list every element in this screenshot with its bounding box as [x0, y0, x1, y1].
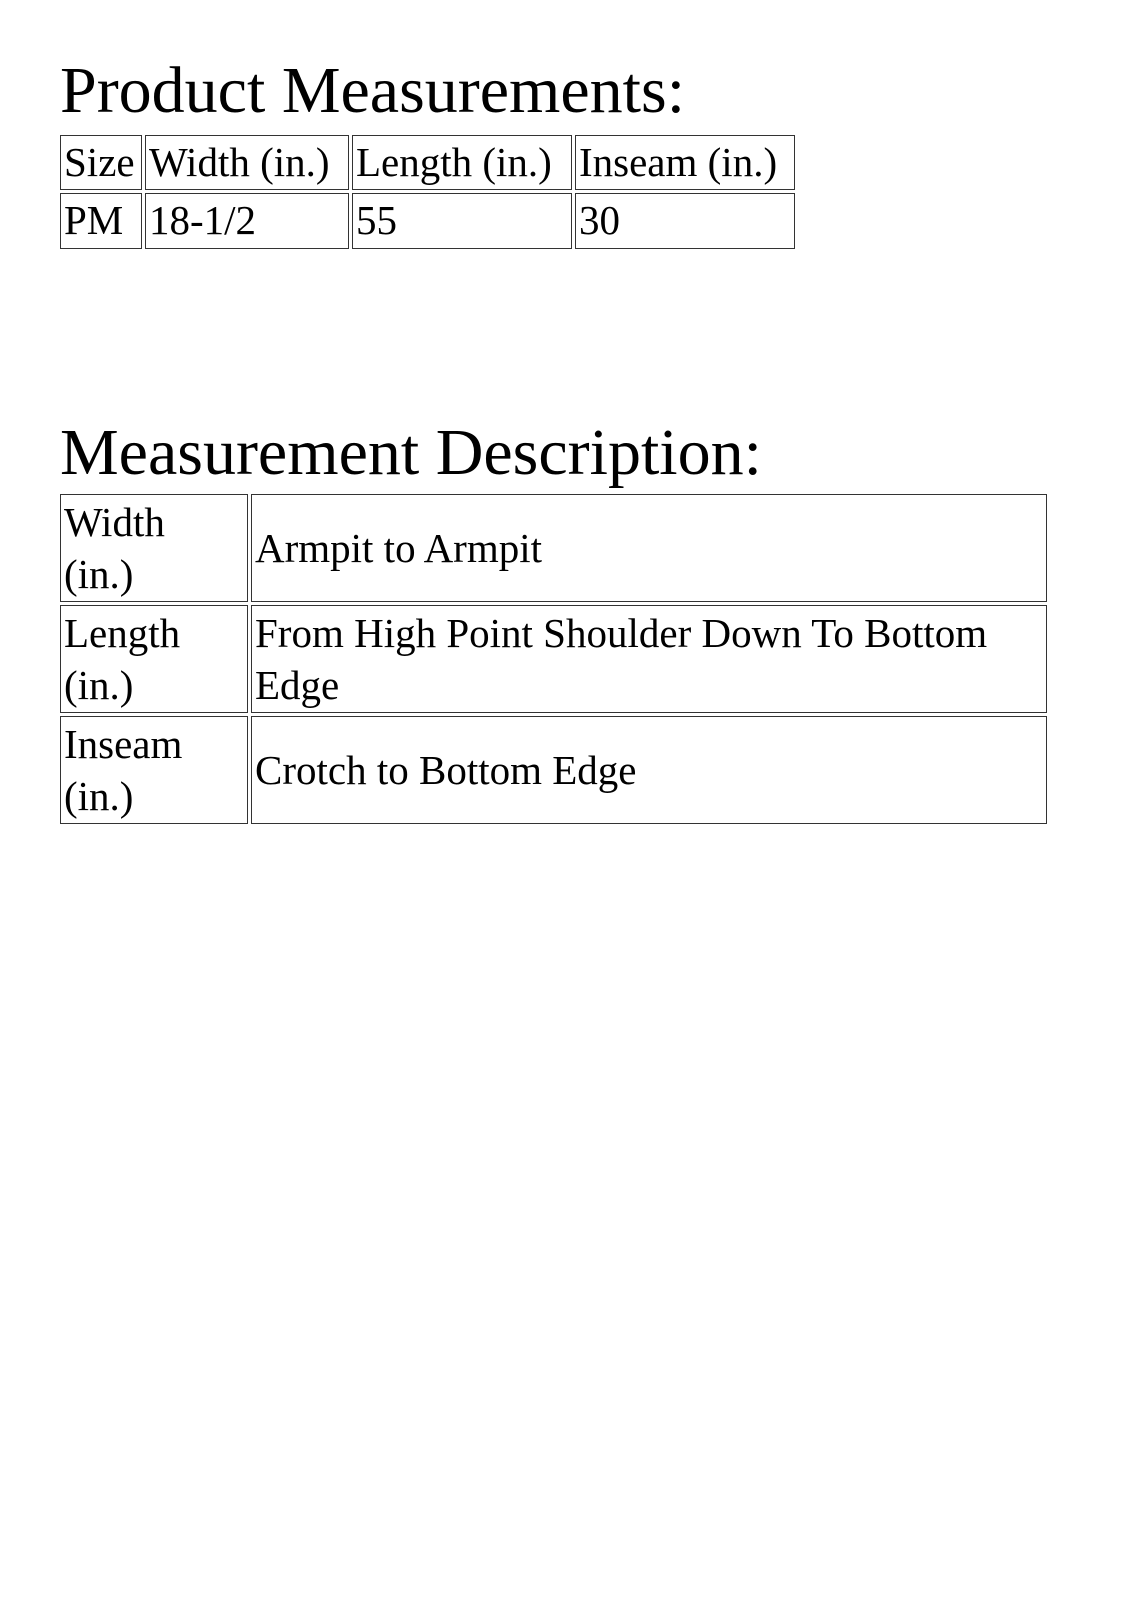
table-row	[60, 193, 795, 248]
description-text: Armpit to Armpit	[251, 494, 1047, 602]
cell-inseam: 30	[575, 193, 795, 248]
header-inseam: Inseam (in.)	[575, 135, 795, 190]
cell-length: 55	[352, 193, 572, 248]
header-width: Width (in.)	[145, 135, 349, 190]
description-table	[57, 491, 1050, 827]
product-measurements-heading: Product Measurements:	[60, 54, 686, 127]
description-label: Inseam (in.)	[60, 716, 248, 824]
description-text: From High Point Shoulder Down To Bottom Edge	[251, 605, 1047, 713]
measurement-description-heading: Measurement Description:	[60, 416, 762, 489]
table-row	[60, 716, 1047, 824]
table-header-row	[60, 135, 795, 190]
cell-width: 18-1/2	[145, 193, 349, 248]
description-label: Length (in.)	[60, 605, 248, 713]
cell-size: PM	[60, 193, 142, 248]
description-text: Crotch to Bottom Edge	[251, 716, 1047, 824]
measurements-table	[57, 132, 798, 252]
table-row	[60, 494, 1047, 602]
header-length: Length (in.)	[352, 135, 572, 190]
description-label: Width (in.)	[60, 494, 248, 602]
header-size: Size	[60, 135, 142, 190]
table-row	[60, 605, 1047, 713]
